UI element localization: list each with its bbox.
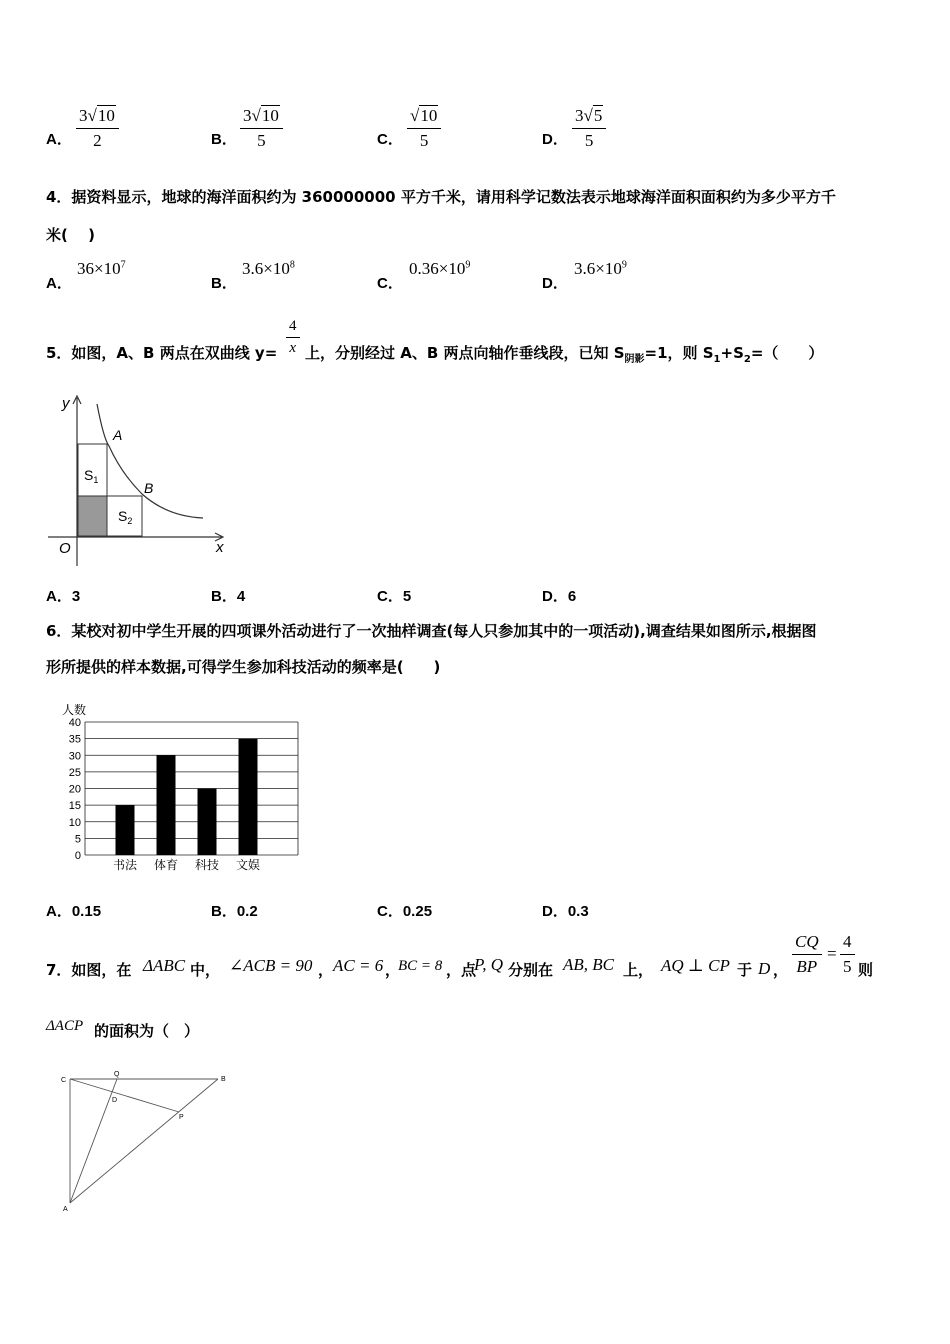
- s2-label: $S_2$: [118, 508, 133, 526]
- q7-zhong: 中，: [190, 961, 221, 979]
- category-label: 科技: [194, 858, 220, 872]
- y-tick-label: 0: [74, 850, 81, 862]
- q5-middle: 上，分别经过 A、B 两点向轴作垂线段，已知 S: [305, 344, 625, 362]
- q5-s2-sub: 2: [743, 354, 751, 365]
- q7-comma3: ，: [773, 961, 789, 979]
- exponent: 8: [289, 259, 295, 271]
- q3-option-c-value: √10 5: [407, 106, 441, 151]
- exponent: 7: [120, 259, 126, 271]
- segment-cp: [70, 1079, 179, 1112]
- y-tick-label: 35: [68, 733, 81, 746]
- q7-area-question: 的面积为（ ）: [94, 1022, 200, 1040]
- y-tick-label: 25: [68, 766, 81, 779]
- radicand: 5: [593, 106, 603, 125]
- label-b: B: [221, 1076, 226, 1083]
- q5-fraction: [286, 318, 300, 357]
- q5-hyperbola-figure: [40, 390, 240, 575]
- y-tick-label: 40: [68, 717, 81, 729]
- label-d: D: [112, 1097, 118, 1104]
- q5-suffix: =1，则 S: [644, 344, 714, 362]
- origin-label: O: [59, 540, 71, 557]
- bar-3: [198, 789, 217, 856]
- q7-angle: ∠ACB = 90: [229, 956, 313, 975]
- q7-shang: 上，: [623, 961, 654, 979]
- activity-bar-chart: [50, 700, 310, 875]
- q3-option-a-value: 3√10 2: [76, 106, 119, 151]
- q7-comma1: ，: [318, 961, 334, 979]
- q6-stem-line2: 形所提供的样本数据,可得学生参加科技活动的频率是( ): [46, 658, 441, 676]
- q5-stem-rest: [305, 342, 823, 365]
- y-tick-label: 5: [74, 833, 81, 846]
- q7-pq: P, Q: [474, 955, 503, 974]
- y-label: y: [62, 395, 70, 412]
- segment-ab: [70, 1079, 218, 1203]
- denominator: x: [289, 340, 297, 356]
- q4-option-b-value: [242, 259, 295, 279]
- q5-end: =（ ）: [750, 344, 824, 362]
- q7-value-fraction: [840, 932, 855, 977]
- mantissa: 36: [77, 259, 94, 278]
- point-b-label: B: [144, 480, 154, 496]
- q5-option-b[interactable]: B．4: [211, 588, 246, 605]
- mantissa: 0.36: [409, 259, 439, 278]
- q6-stem-line1: 6．某校对初中学生开展的四项课外活动进行了一次抽样调查(每人只参加其中的一项活动),调查结果如图所示,根据图: [46, 622, 817, 640]
- radicand: 10: [420, 106, 438, 125]
- y-tick-label: 10: [68, 816, 81, 829]
- q5-option-a[interactable]: A．3: [46, 588, 81, 605]
- coef: 3: [575, 106, 584, 125]
- denominator: 5: [843, 957, 852, 976]
- x-label: x: [216, 539, 224, 556]
- q7-d: D: [758, 959, 771, 978]
- label-q: Q: [114, 1071, 120, 1078]
- times: ×10: [263, 259, 290, 278]
- numerator: CQ: [795, 932, 819, 951]
- q3-option-c-label[interactable]: C．: [377, 131, 403, 148]
- chart-ylabel: 人数: [62, 703, 87, 717]
- y-tick-label: 20: [68, 783, 81, 796]
- q4-stem-line1: 4．据资料显示，地球的海洋面积约为 360000000 平方千米，请用科学记数法表示地球海洋面积面积约为多少平方千: [46, 188, 836, 206]
- category-label: 体育: [153, 858, 179, 872]
- q4-option-b-label[interactable]: B．: [211, 275, 237, 292]
- coef: 3: [79, 106, 88, 125]
- q4-option-c-value: [409, 259, 470, 279]
- q4-stem-line2: 米( ): [46, 226, 95, 244]
- q5-option-c[interactable]: C．5: [377, 588, 412, 605]
- q7-ze: 则: [858, 961, 874, 979]
- q4-option-c-label[interactable]: C．: [377, 275, 403, 292]
- q7-bc: BC = 8: [398, 958, 443, 974]
- segment-aq: [70, 1079, 117, 1203]
- q5-shadow-sub: 阴影: [624, 354, 645, 365]
- y-tick-label: 30: [68, 750, 81, 763]
- times: ×10: [438, 259, 466, 278]
- q7-ac: AC = 6: [333, 956, 384, 975]
- q4-option-d-label[interactable]: D．: [542, 275, 568, 292]
- q3-option-d-label[interactable]: D．: [542, 131, 568, 148]
- q6-option-d[interactable]: D．0.3: [542, 903, 589, 920]
- radicand: 10: [97, 106, 115, 125]
- bar-2: [157, 755, 176, 855]
- numerator: 4: [289, 318, 297, 334]
- q7-abbc: AB, BC: [563, 955, 614, 974]
- numerator: 4: [843, 932, 852, 951]
- radicand: 10: [261, 106, 279, 125]
- label-a: A: [63, 1206, 68, 1213]
- denominator: 5: [257, 131, 266, 150]
- q5-option-d[interactable]: D．6: [542, 588, 577, 605]
- exponent: 9: [621, 259, 627, 271]
- q5-plus: +S: [720, 344, 744, 362]
- q5-stem-prefix: 5．如图，A、B 两点在双曲线 y=: [46, 344, 278, 362]
- denominator: 5: [419, 131, 429, 150]
- exponent: 9: [465, 259, 471, 271]
- q7-comma2: ，: [385, 961, 401, 979]
- q3-option-d-value: 3√5 5: [572, 106, 606, 151]
- q7-triangle: ΔABC: [143, 956, 186, 975]
- point-a-label: A: [113, 427, 123, 443]
- q7-prefix: 7．如图，在: [46, 961, 132, 979]
- bar-4: [239, 739, 258, 855]
- y-tick-label: 15: [68, 800, 81, 813]
- q3-option-a-label[interactable]: A．: [46, 131, 72, 148]
- mantissa: 3.6: [574, 259, 596, 278]
- denominator: BP: [796, 957, 818, 976]
- denominator: 5: [584, 131, 594, 150]
- q4-option-d-value: [574, 259, 627, 279]
- times: ×10: [595, 259, 622, 278]
- mantissa: 3.6: [242, 259, 264, 278]
- q4-option-a-value: [77, 259, 126, 279]
- q7-perpendicular: AQ ⊥ CP: [661, 956, 730, 975]
- category-label: 文娱: [235, 858, 261, 872]
- q3-option-b-value: 3√10 5: [240, 106, 283, 151]
- times: ×10: [94, 259, 121, 278]
- bar-1: [116, 805, 135, 855]
- q7-equals: =: [827, 944, 837, 963]
- category-label: 书法: [112, 858, 138, 872]
- hyperbola-curve: [97, 404, 203, 518]
- q7-triangle-figure: [55, 1065, 235, 1215]
- q6-option-c[interactable]: C．0.25: [377, 903, 433, 920]
- q7-dian: ，点: [446, 961, 477, 979]
- shaded-region: [78, 496, 107, 536]
- q4-option-a-label[interactable]: A．: [46, 275, 72, 292]
- q7-fenbie: 分别在: [508, 961, 554, 979]
- q7-ratio-fraction: [792, 932, 822, 977]
- s1-label: $S_1$: [84, 467, 99, 485]
- denominator: 2: [93, 131, 102, 150]
- q7-acp-triangle: ΔACP: [46, 1018, 84, 1034]
- q7-yu: 于: [737, 961, 753, 979]
- label-c: C: [61, 1077, 67, 1084]
- q3-option-b-label[interactable]: B．: [211, 131, 237, 148]
- coef: 3: [243, 106, 252, 125]
- q6-option-a[interactable]: A．0.15: [46, 903, 102, 920]
- q5-s1-sub: 1: [713, 354, 721, 365]
- q6-option-b[interactable]: B．0.2: [211, 903, 258, 920]
- label-p: P: [179, 1114, 184, 1121]
